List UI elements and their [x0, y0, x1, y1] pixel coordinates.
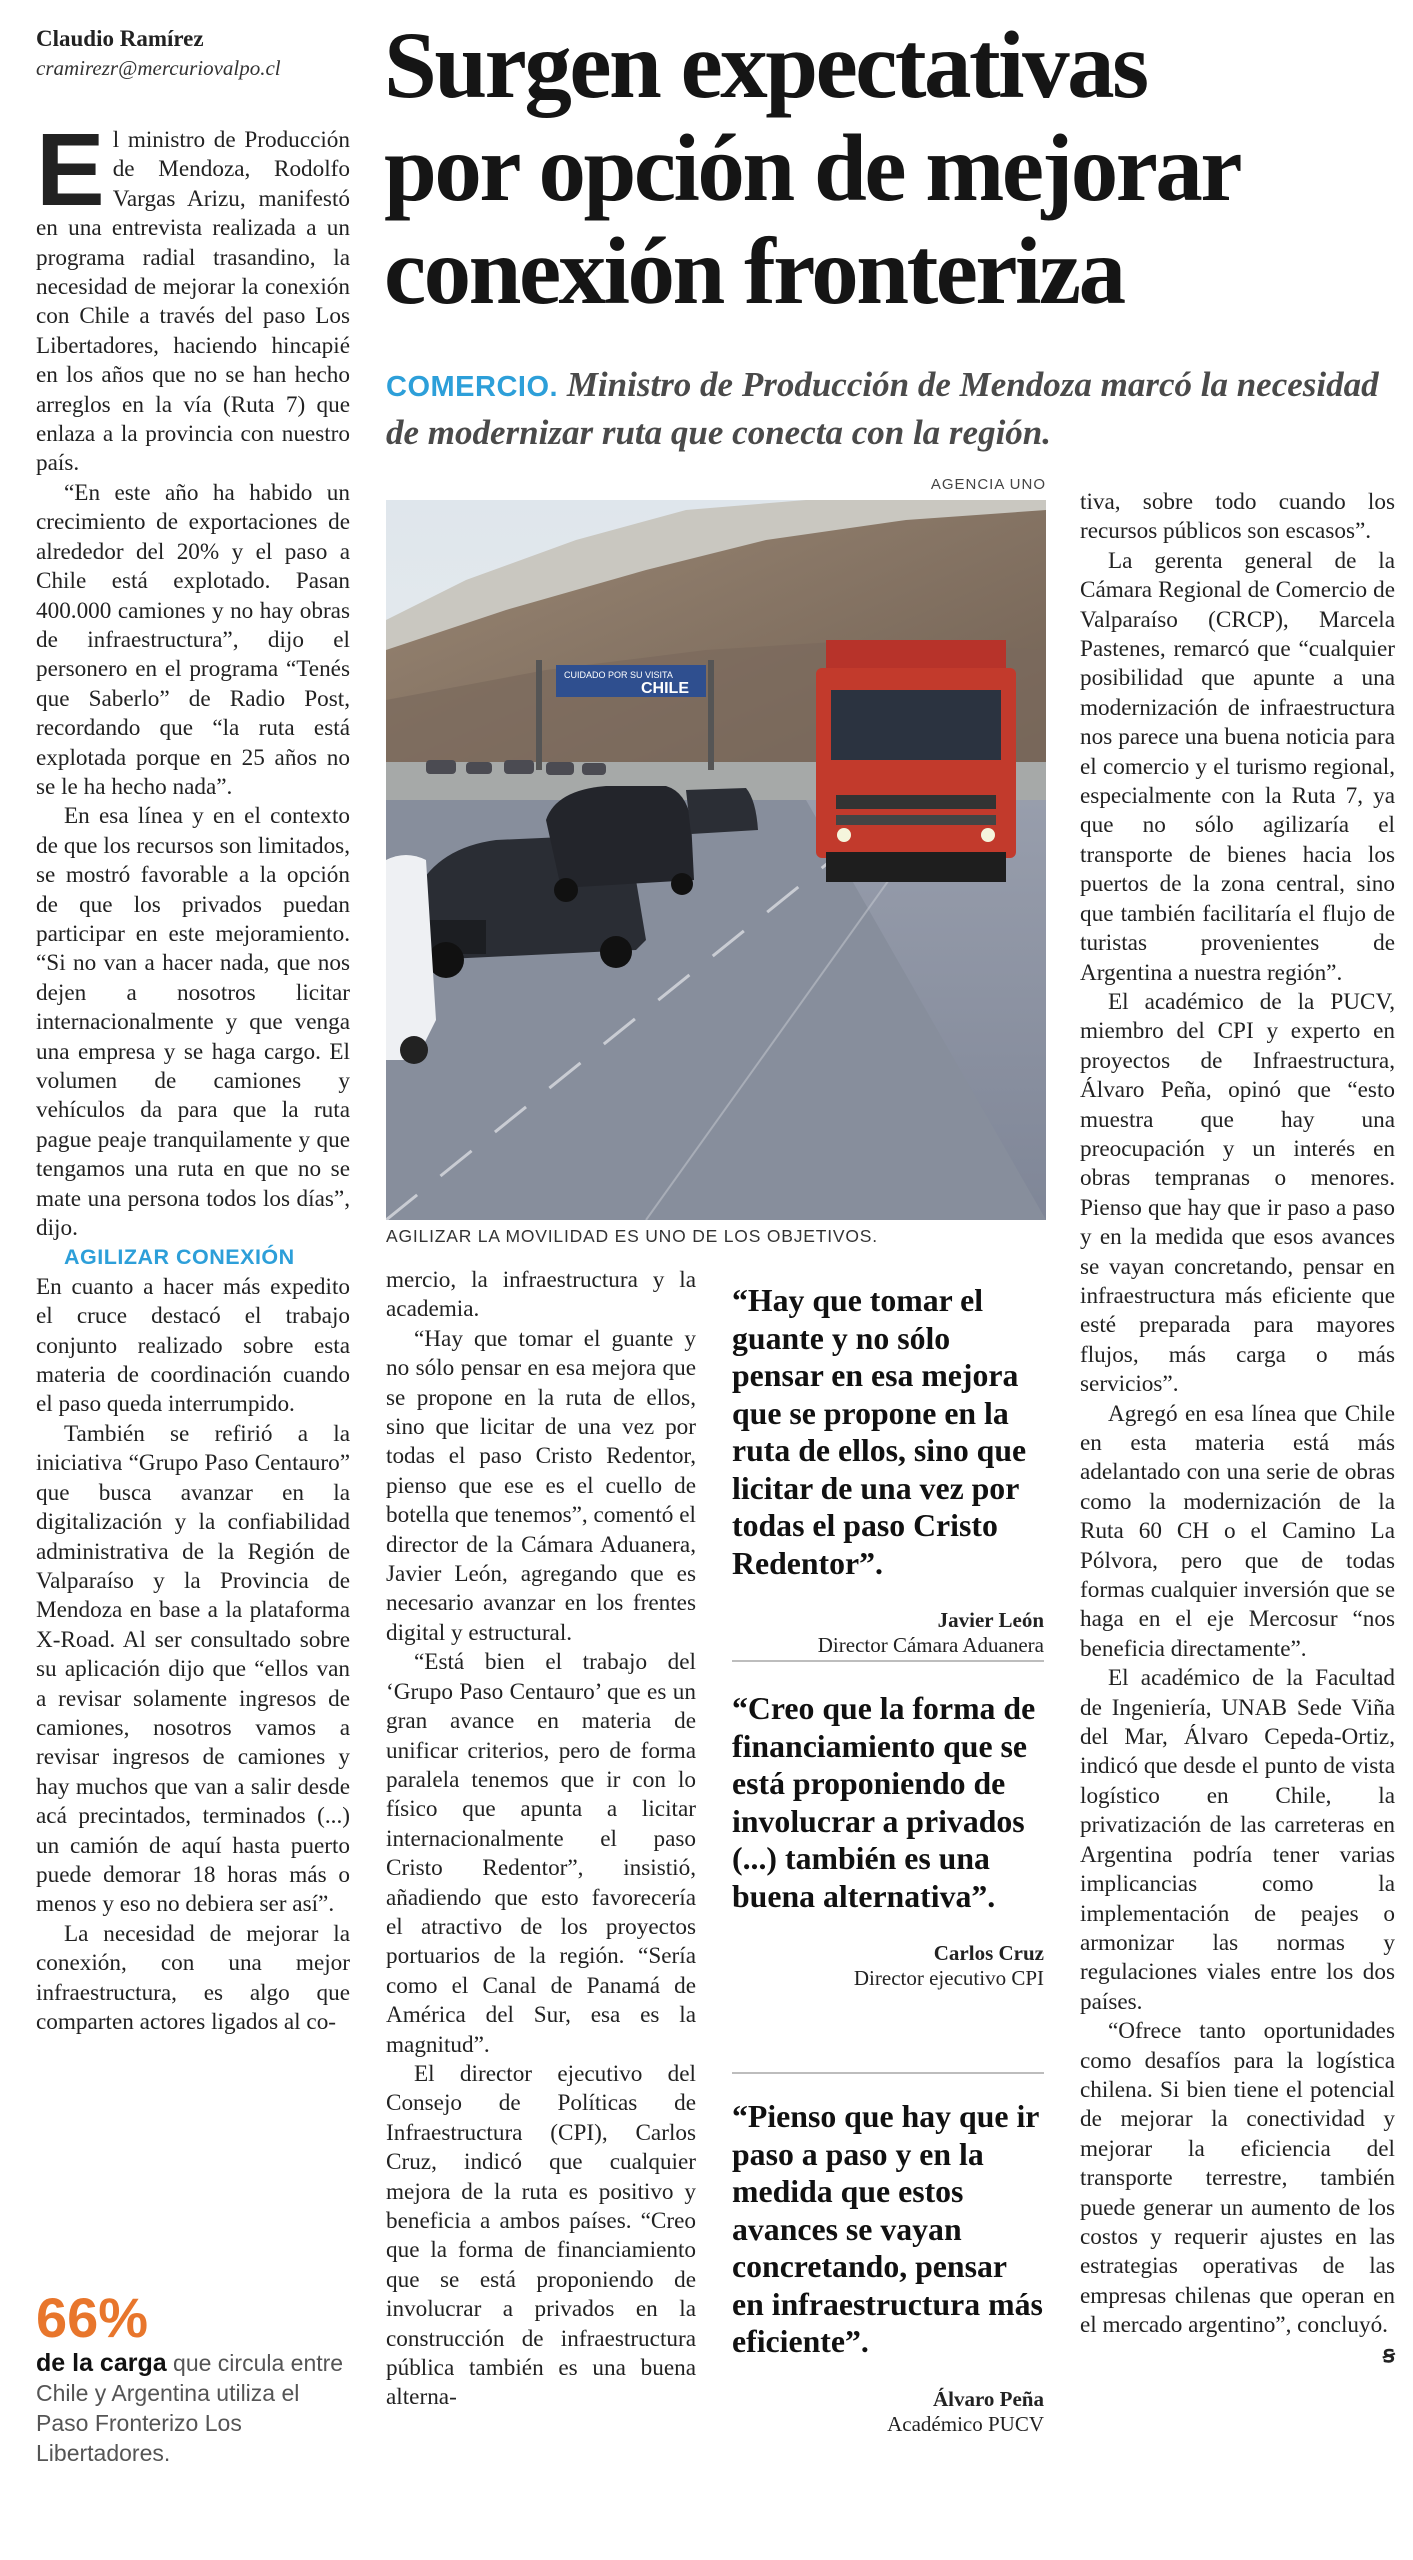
col2-para-2: “Hay que tomar el guante y no sólo pensar en esa mejora que se propone en la ruta de ellos, sino que licitar de una vez por todas el paso Cristo Redentor, pienso que ese es el cuello de botella que tenemos”, comentó el director de la Cámara Aduanera, Javier León, agregando que es necesario avanzar en los frentes digital y estructural.	[386, 1325, 696, 1646]
stat-value: 66%	[36, 2286, 149, 2349]
photo-credit: AGENCIA UNO	[930, 476, 1046, 493]
quote-1-role: Director Cámara Aduanera	[817, 1633, 1044, 1657]
quote-2-text: “Creo que la forma de financiamiento que se está proponiendo de involucrar a privados (...) también es una buena alternativa”.	[732, 1691, 1036, 1914]
quote-divider-1	[732, 1660, 1044, 1662]
stat-description	[36, 2348, 350, 2468]
col1-para-5: También se refirió a la iniciativa “Grupo Paso Centauro” que busca avanzar en la digitalización y la confiabilidad administrativa de la Región de Valparaíso y la Provincia de Mendoza en base a la plataforma X-Road. Al ser consultado sobre su aplicación dijo que “ellos van a revisar solamente ingresos de camiones, nosotros vamos a revisar ingresos de camiones y hay muchos que van a salir desde acá precintados, terminados (...) un camión de aquí hasta puerto puede demorar 18 horas más o menos y eso no debiera ser así”.	[36, 1420, 350, 1918]
byline-author: Claudio Ramírez	[36, 26, 204, 51]
deck-text: Ministro de Producción de Mendoza marcó la necesidad de modernizar ruta que conecta con la región.	[386, 365, 1379, 452]
pull-quote-1	[732, 1282, 1044, 1658]
quote-1-text: “Hay que tomar el guante y no sólo pensar en esa mejora que se propone en la ruta de ellos, sino que licitar de una vez por todas el paso Cristo Redentor”.	[732, 1283, 1027, 1581]
column-4	[1080, 488, 1395, 2370]
col1-para-3: En esa línea y en el contexto de que los recursos son limitados, se mostró favorable a la opción de que los privados puedan participar en este mejoramiento. “Si no van a hacer nada, que nos dejen a nosotros licitar internacionalmente y que venga una empresa y se haga cargo. El volumen de camiones y vehículos da para que la ruta pague peaje tranquilamente y que tengamos una ruta en que no se mate una persona todos los días”, dijo.	[36, 803, 350, 1242]
highway-photo	[386, 500, 1046, 1220]
byline	[36, 24, 366, 82]
col2-para-1: mercio, la infraestructura y la academia.	[386, 1267, 696, 1323]
col4-para-4: Agregó en esa línea que Chile en esta materia está más adelantado con una serie de obras como la modernización de la Ruta 60 CH o el Camino La Pólvora, pero que de todas formas cualquier inversión que se haga en el eje Mercosur “nos beneficia directamente”.	[1080, 1400, 1395, 1662]
col4-para-2: La gerenta general de la Cámara Regional de Comercio de Valparaíso (CRCP), Marcela Pastenes, remarcó que “cualquier posibilidad que apunte a una modernización de infraestructura nos parece una buena noticia para el comercio y el turismo regional, especialmente con la Ruta 7, ya que no sólo agilizaría el transporte de bienes hacia los puertos de la zona central, sino que también facilitaría el flujo de turistas provenientes de Argentina a nuestra región”.	[1080, 547, 1395, 986]
end-mark-icon: ꞩ	[1382, 2341, 1395, 2368]
deck	[386, 362, 1396, 455]
sign-text-2: CHILE	[641, 680, 689, 697]
quote-2-role: Director ejecutivo CPI	[853, 1966, 1044, 1990]
photo-caption: AGILIZAR LA MOVILIDAD ES UNO DE LOS OBJETIVOS.	[386, 1226, 878, 1246]
pull-quote-2	[732, 1690, 1044, 1991]
col1-para-2: “En este año ha habido un crecimiento de exportaciones de alrededor del 20% y el paso a Chile está explotado. Pasan 400.000 camiones y no hay obras de infraestructura”, dijo el personero en el programa “Tenés que Saberlo” de Radio Post, recordando que “la ruta está explotada porque en 25 años no se le ha hecho nada”.	[36, 479, 350, 800]
quote-1-name: Javier León	[937, 1608, 1044, 1632]
stat-lead: de la carga	[36, 2349, 167, 2377]
stat-rest: que circula entre Chile y Argentina utiliza el Paso Fronterizo Los Libertadores.	[36, 2350, 344, 2466]
quote-2-name: Carlos Cruz	[933, 1941, 1044, 1965]
column-1	[36, 112, 350, 2037]
headline-line-1: Surgen expectativas	[384, 12, 1147, 118]
byline-email: cramirezr@mercuriovalpo.cl	[36, 56, 281, 80]
quote-3-name: Álvaro Peña	[932, 2386, 1044, 2411]
quote-3-text: “Pienso que hay que ir paso a paso y en la medida que estos avances se vayan concretando, pensar en infraestructura más eficiente”.	[732, 2099, 1043, 2359]
subhead-agilizar: AGILIZAR CONEXIÓN	[64, 1245, 295, 1270]
col4-para-3: El académico de la PUCV, miembro del CPI y experto en proyectos de Infraestructura, Álvaro Peña, opinó que “esto muestra que hay una preocupación y un interés en obras tempranas o menores. Pienso que hay que ir paso a paso y en la medida que esos avances se vayan concretando, pensar en infraestructura más eficiente que esté preparada para mayores flujos, más carga o más servicios”.	[1080, 988, 1395, 1398]
headline-line-3: conexión fronteriza	[384, 218, 1124, 324]
column-2	[386, 1266, 696, 2413]
quote-divider-2	[732, 2072, 1044, 2074]
headline-line-2: por opción de mejorar	[384, 115, 1241, 221]
col4-para-1: tiva, sobre todo cuando los recursos públicos son escasos”.	[1080, 489, 1395, 545]
col1-para-6: La necesidad de mejorar la conexión, con una mejor infraestructura, es algo que comparten actores ligados al co-	[36, 1920, 350, 2035]
stat-box	[36, 2288, 350, 2468]
col1-para-1: El ministro de Producción de Mendoza, Rodolfo Vargas Arizu, manifestó en una entrevista realizada a un programa radial trasandino, la necesidad de mejorar la conexión con Chile a través del paso Los Libertadores, haciendo hincapié en los años que no se han hecho arreglos en la vía (Ruta 7) que enlaza a la provincia con nuestro país.	[36, 112, 350, 477]
photo	[386, 500, 1046, 1220]
sign-text-1: CUIDADO POR SU VISITA	[564, 670, 673, 680]
drop-cap: E	[36, 112, 105, 227]
pull-quote-3	[732, 2098, 1044, 2437]
quote-3-role: Académico PUCV	[887, 2411, 1044, 2436]
headline	[384, 14, 1404, 323]
col4-para-6: “Ofrece tanto oportunidades como desafíos para la logística chilena. Si bien tiene el potencial de mejorar la conectividad y mejorar la eficiencia del transporte terrestre, también puede generar un aumento de los costos y requerir ajustes en las estrategias operativas de las empresas chilenas que operan en el mercado argentino”, concluyó. ꞩ	[1080, 2017, 1395, 2340]
col2-para-4: El director ejecutivo del Consejo de Políticas de Infraestructura (CPI), Carlos Cruz, indicó que cualquier mejora de la ruta es positivo y beneficia a ambos países. “Creo que la forma de financiamiento que se está proponiendo de involucrar a privados en la construcción de infraestructura pública también es una buena alterna-	[386, 2060, 696, 2411]
deck-kicker: COMERCIO.	[386, 371, 559, 403]
col2-para-3: “Está bien el trabajo del ‘Grupo Paso Centauro’ que es un gran avance en materia de unificar criterios, pero de forma paralela tenemos que ir con lo físico que apunta a licitar internacionalmente el paso Cristo Redentor”, insistió, añadiendo que esto favorecería el atractivo de los proyectos portuarios de la región. “Sería como el Canal de Panamá de América del Sur, esa es la magnitud”.	[386, 1649, 696, 2058]
col1-para-4: En cuanto a hacer más expedito el cruce destacó el trabajo conjunto realizado sobre esta materia de coordinación cuando el paso queda interrumpido.	[36, 1273, 350, 1418]
col4-para-5: El académico de la Facultad de Ingeniería, UNAB Sede Viña del Mar, Álvaro Cepeda-Ortiz, indicó que desde el punto de vista logístico en Chile, la privatización de las carreteras en Argentina podría tener varias implicancias como la implementación de peajes o armonizar las normas y regulaciones viales entre los dos países.	[1080, 1665, 1395, 2015]
